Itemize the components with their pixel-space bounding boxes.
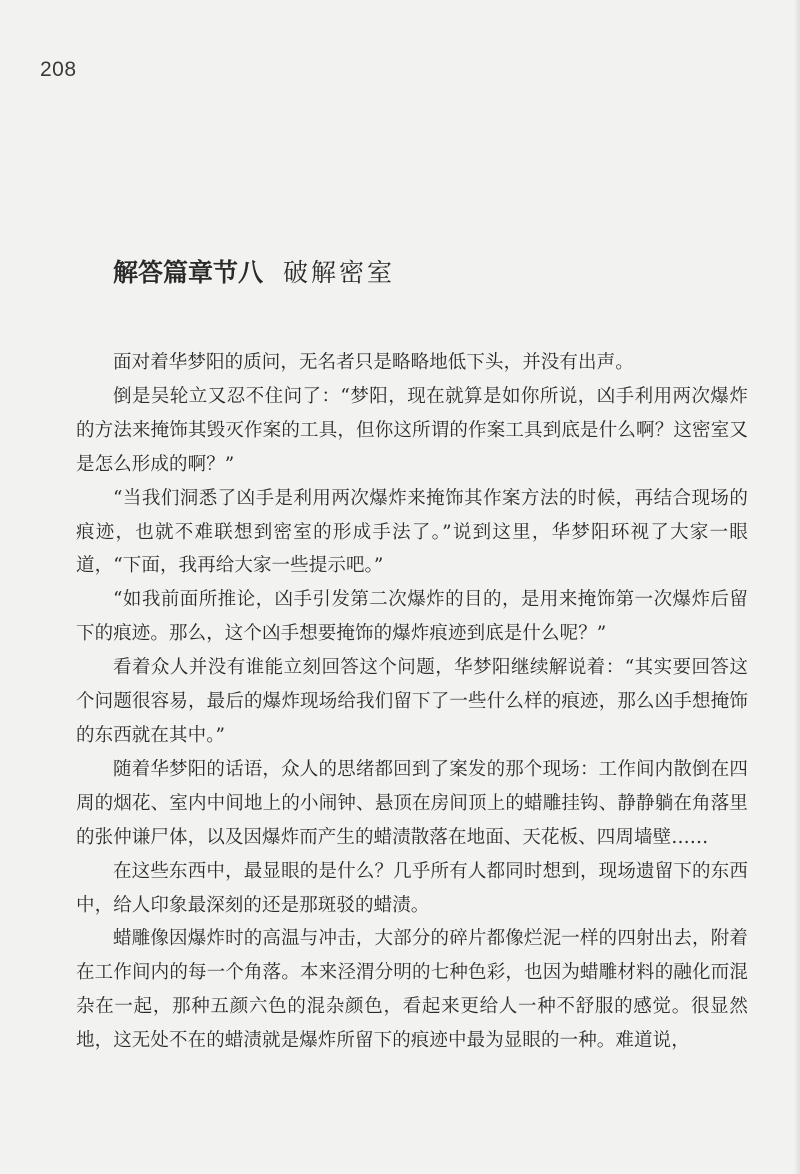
paragraph: 面对着华梦阳的质问，无名者只是略略地低下头，并没有出声。	[113, 352, 634, 373]
paragraph: 看着众人并没有谁能立刻回答这个问题，华梦阳继续解说着：“其实要回答这个问题很容易，最后的爆炸现场给我们留下了一些什么样的痕迹，那么凶手想掩饰的东西就在其中。”	[76, 657, 748, 746]
paragraph: 倒是吴轮立又忍不住问了：“梦阳，现在就算是如你所说，凶手利用两次爆炸的方法来掩饰其毁灭作案的工具，但你这所谓的作案工具到底是什么啊？这密室又是怎么形成的啊？”	[76, 385, 748, 475]
chapter-title: 破解密室	[283, 258, 396, 287]
paragraph: “如我前面所推论，凶手引发第二次爆炸的目的，是用来掩饰第一次爆炸后留下的痕迹。那么，这个凶手想要掩饰的爆炸痕迹到底是什么呢？”	[76, 589, 748, 645]
paragraph: 随着华梦阳的话语，众人的思绪都回到了案发的那个现场：工作间内散倒在四周的烟花、室内中间地上的小闹钟、悬顶在房间顶上的蜡雕挂钩、静静躺在角落里的张仲谦尸体，以及因爆炸而产生的蜡渍散落在地面、天花板、四周墙壁……	[76, 758, 748, 848]
paragraph: 蜡雕像因爆炸时的高温与冲击，大部分的碎片都像烂泥一样的四射出去，附着在工作间内的每一个角落。本来泾渭分明的七种色彩，也因为蜡雕材料的融化而混杂在一起，那种五颜六色的混杂颜色，看起来更给人一种不舒服的感觉。很显然地，这无处不在的蜡渍就是爆炸所留下的痕迹中最为显眼的一种。难道说，	[76, 928, 748, 1052]
body-text	[76, 346, 748, 1058]
chapter-heading	[113, 253, 395, 289]
chapter-label: 解答篇章节八	[113, 258, 264, 287]
paragraph: “当我们洞悉了凶手是利用两次爆炸来掩饰其作案方法的时候，再结合现场的痕迹，也就不难联想到密室的形成手法了。”说到这里，华梦阳环视了大家一眼道，“下面，我再给大家一些提示吧。”	[76, 487, 748, 577]
page-number: 208	[40, 58, 77, 81]
paragraph: 在这些东西中，最显眼的是什么？几乎所有人都同时想到，现场遗留下的东西中，给人印象最深刻的还是那斑驳的蜡渍。	[76, 860, 748, 916]
page-edge-shadow	[794, 0, 800, 1174]
